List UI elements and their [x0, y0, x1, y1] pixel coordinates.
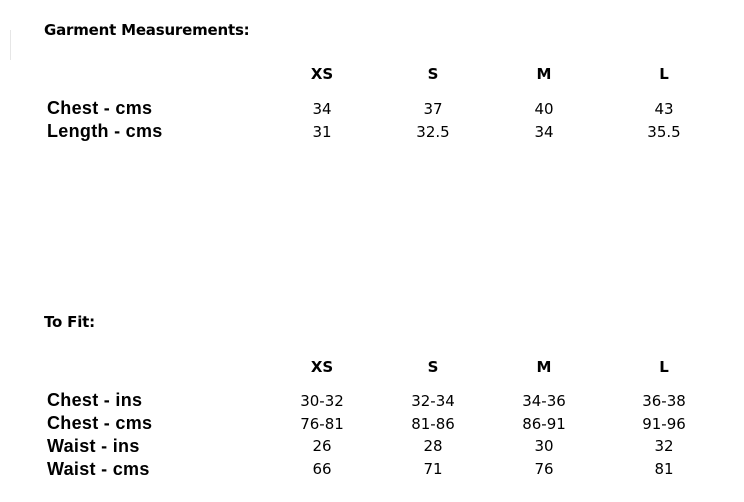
garment-size-s-header: S	[427, 65, 439, 83]
fit-chest-ins-s: 32-34	[411, 392, 455, 410]
garment-chest-cms-m: 40	[534, 100, 554, 118]
fit-size-xs-header: XS	[310, 358, 334, 376]
fit-chest-ins-label: Chest - ins	[47, 390, 143, 410]
fit-chest-cms-xs: 76-81	[300, 415, 344, 433]
fit-waist-cms-s: 71	[423, 460, 443, 478]
fit-waist-ins-xs: 26	[312, 437, 332, 455]
garment-length-cms-s: 32.5	[416, 123, 450, 141]
fit-chest-ins-l: 36-38	[642, 392, 686, 410]
scan-edge-mark	[10, 30, 11, 60]
fit-waist-cms-label: Waist - cms	[47, 459, 150, 479]
fit-chest-ins-xs: 30-32	[300, 392, 344, 410]
fit-chest-ins-m: 34-36	[522, 392, 566, 410]
fit-chest-cms-m: 86-91	[522, 415, 566, 433]
garment-measurements-heading: Garment Measurements:	[44, 21, 250, 39]
fit-waist-ins-s: 28	[423, 437, 443, 455]
garment-chest-cms-s: 37	[423, 100, 443, 118]
garment-size-xs-header: XS	[310, 65, 334, 83]
garment-size-m-header: M	[536, 65, 552, 83]
fit-chest-cms-label: Chest - cms	[47, 413, 153, 433]
garment-length-cms-label: Length - cms	[47, 121, 163, 141]
garment-length-cms-m: 34	[534, 123, 554, 141]
fit-size-s-header: S	[427, 358, 439, 376]
garment-chest-cms-label: Chest - cms	[47, 98, 153, 118]
garment-length-cms-xs: 31	[312, 123, 332, 141]
fit-size-m-header: M	[536, 358, 552, 376]
fit-waist-cms-l: 81	[654, 460, 674, 478]
fit-waist-ins-l: 32	[654, 437, 674, 455]
fit-waist-ins-label: Waist - ins	[47, 436, 140, 456]
fit-waist-ins-m: 30	[534, 437, 554, 455]
to-fit-heading: To Fit:	[44, 313, 95, 331]
garment-size-l-header: L	[659, 65, 669, 83]
fit-waist-cms-xs: 66	[312, 460, 332, 478]
fit-waist-cms-m: 76	[534, 460, 554, 478]
garment-length-cms-l: 35.5	[647, 123, 681, 141]
garment-chest-cms-xs: 34	[312, 100, 332, 118]
fit-size-l-header: L	[659, 358, 669, 376]
fit-chest-cms-l: 91-96	[642, 415, 686, 433]
fit-chest-cms-s: 81-86	[411, 415, 455, 433]
garment-chest-cms-l: 43	[654, 100, 674, 118]
